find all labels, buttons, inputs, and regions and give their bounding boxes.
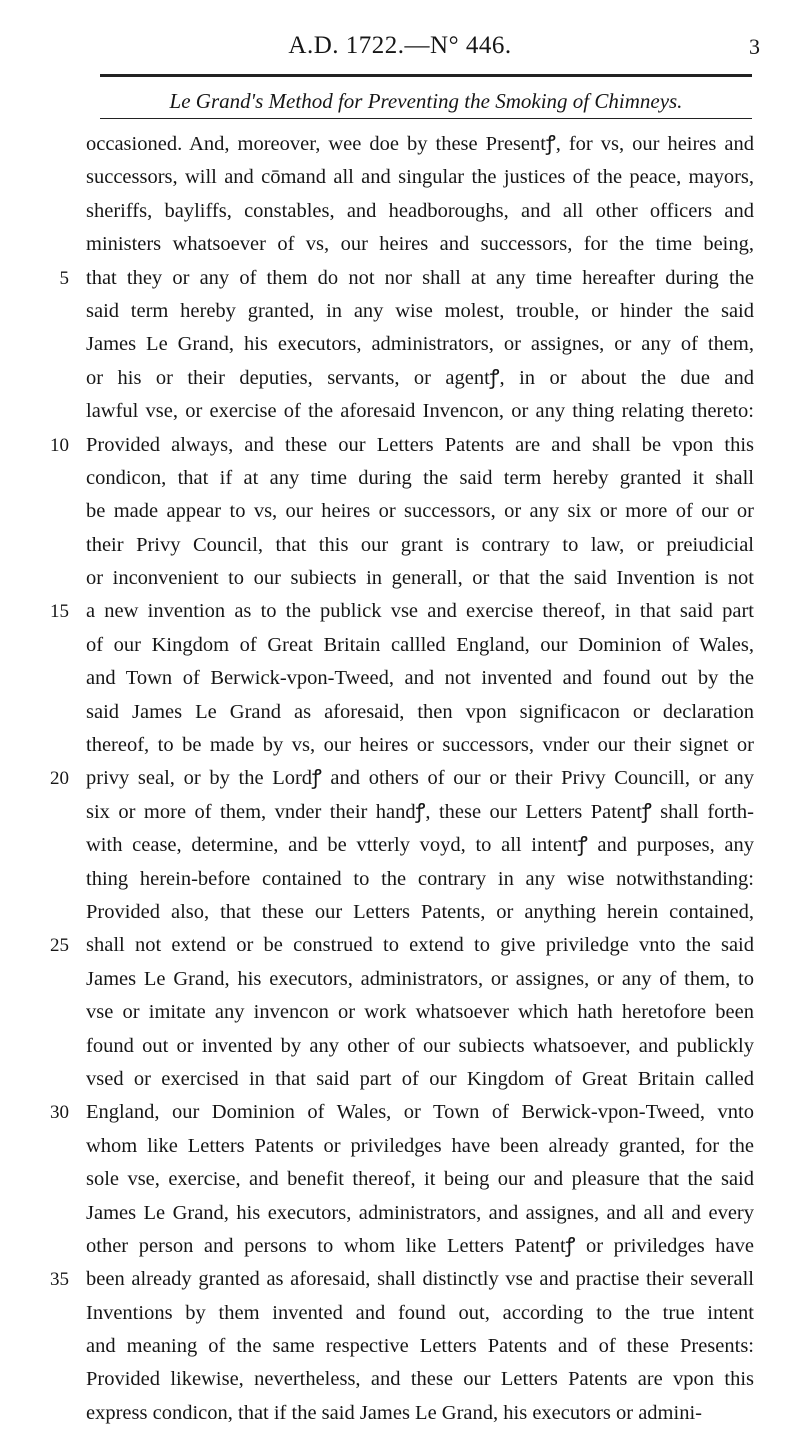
- line-text: lawful vse, or exercise of the aforesaid Invencon, or any thing relating thereto:: [86, 400, 754, 423]
- line-text: said James Le Grand as aforesaid, then vpon significacon or declaration: [86, 700, 754, 723]
- text-line: [86, 1030, 754, 1063]
- line-text: found out or invented by any other of our subiects whatsoever, and publickly: [86, 1034, 754, 1057]
- text-line: [86, 1197, 754, 1230]
- text-line: [86, 963, 754, 996]
- line-text: of our Kingdom of Great Britain callled England, our Dominion of Wales,: [86, 633, 754, 656]
- line-text: sole vse, exercise, and benefit thereof, it being our and pleasure that the said: [86, 1168, 754, 1191]
- line-text: Inventions by them invented and found out, according to the true intent: [86, 1301, 754, 1324]
- line-text: six or more of them, vnder their handꝭ, these our Letters Patentꝭ shall forth-: [86, 800, 754, 823]
- text-line: [86, 362, 754, 395]
- line-number: 20: [50, 768, 69, 790]
- text-line: [86, 696, 754, 729]
- text-line: [86, 128, 754, 161]
- line-text: or inconvenient to our subiects in generall, or that the said Invention is not: [86, 567, 754, 590]
- text-line: [86, 295, 754, 328]
- text-line: [50, 1263, 754, 1296]
- line-text: said term hereby granted, in any wise molest, trouble, or hinder the said: [86, 299, 754, 322]
- line-text: a new invention as to the publick vse and exercise thereof, in that said part: [86, 600, 754, 623]
- line-text: vsed or exercised in that said part of our Kingdom of Great Britain called: [86, 1067, 754, 1090]
- line-text: successors, will and cōmand all and singular the justices of the peace, mayors,: [86, 166, 754, 189]
- line-number: 25: [50, 935, 69, 957]
- text-line: [86, 796, 754, 829]
- text-line: [50, 1096, 754, 1129]
- line-text: ministers whatsoever of vs, our heires and successors, for the time being,: [86, 233, 754, 256]
- line-text: James Le Grand, his executors, administrators, and assignes, and all and every: [86, 1201, 754, 1224]
- line-text: condicon, that if at any time during the said term hereby granted it shall: [86, 466, 754, 489]
- text-line: [86, 328, 754, 361]
- text-line: [50, 762, 754, 795]
- line-number: 35: [50, 1269, 69, 1291]
- page-number: 3: [749, 34, 760, 59]
- text-line: [86, 395, 754, 428]
- line-text: been already granted as aforesaid, shall distinctly vse and practise their severall: [86, 1268, 754, 1291]
- text-line: [86, 1297, 754, 1330]
- line-text: and Town of Berwick-vpon-Tweed, and not invented and found out by the: [86, 667, 754, 690]
- page-title: A.D. 1722.—N° 446.: [288, 32, 512, 59]
- line-text: shall not extend or be construed to extend to give priviledge vnto the said: [86, 934, 754, 957]
- text-line: [86, 662, 754, 695]
- line-text: or his or their deputies, servants, or agentꝭ, in or about the due and: [86, 366, 754, 389]
- line-text: James Le Grand, his executors, administrators, or assignes, or any of them, to: [86, 967, 754, 990]
- document-subtitle: Le Grand's Method for Preventing the Smoking of Chimneys.: [169, 89, 683, 113]
- text-line: [50, 929, 754, 962]
- text-line: [86, 562, 754, 595]
- line-text: England, our Dominion of Wales, or Town of Berwick-vpon-Tweed, vnto: [86, 1101, 754, 1124]
- text-line: [86, 195, 754, 228]
- text-line: [86, 629, 754, 662]
- line-text: Provided likewise, nevertheless, and these our Letters Patents are vpon this: [86, 1368, 754, 1391]
- line-text: Provided also, that these our Letters Patents, or anything herein contained,: [86, 900, 754, 923]
- line-text: thing herein-before contained to the contrary in any wise notwithstanding:: [86, 867, 754, 890]
- body-text: [50, 128, 754, 1430]
- text-line: [86, 161, 754, 194]
- text-line: [86, 729, 754, 762]
- line-text: their Privy Council, that this our grant is contrary to law, or preiudicial: [86, 533, 754, 556]
- line-number: 30: [50, 1102, 69, 1124]
- text-line: [86, 462, 754, 495]
- text-line: [86, 863, 754, 896]
- line-text: express condicon, that if the said James Le Grand, his executors or admini-: [86, 1401, 702, 1424]
- line-number: 10: [50, 434, 69, 456]
- line-text: occasioned. And, moreover, wee doe by these Presentꝭ, for vs, our heires and: [86, 133, 754, 155]
- text-line: [86, 829, 754, 862]
- header-rule-bottom: [100, 118, 752, 119]
- text-line: [86, 1363, 754, 1396]
- line-text: other person and persons to whom like Letters Patentꝭ or priviledges have: [86, 1234, 754, 1257]
- line-text: with cease, determine, and be vtterly voyd, to all intentꝭ and purposes, any: [86, 834, 754, 857]
- text-line: [50, 595, 754, 628]
- page-header: [0, 30, 800, 66]
- line-text: be made appear to vs, our heires or successors, or any six or more of our or: [86, 500, 754, 523]
- line-number: 5: [59, 267, 69, 289]
- text-line: [86, 1330, 754, 1363]
- line-number: 15: [50, 601, 69, 623]
- line-text: whom like Letters Patents or priviledges have been already granted, for the: [86, 1134, 754, 1157]
- line-text: vse or imitate any invencon or work whatsoever which hath heretofore been: [86, 1001, 754, 1024]
- line-text: privy seal, or by the Lordꝭ and others of our or their Privy Councill, or any: [86, 767, 754, 790]
- text-line: [86, 1397, 754, 1430]
- line-text: sheriffs, bayliffs, constables, and headboroughs, and all other officers and: [86, 199, 754, 222]
- text-line: [86, 1063, 754, 1096]
- text-line: [86, 228, 754, 261]
- line-text: thereof, to be made by vs, our heires or successors, vnder our their signet or: [86, 734, 754, 757]
- text-line: [50, 429, 754, 462]
- text-line: [86, 1163, 754, 1196]
- line-text: that they or any of them do not nor shall at any time hereafter during the: [86, 266, 754, 289]
- text-line: [86, 495, 754, 528]
- text-line: [59, 262, 754, 295]
- header-rule-top: [100, 74, 752, 77]
- text-line: [86, 996, 754, 1029]
- text-line: [86, 896, 754, 929]
- text-line: [86, 529, 754, 562]
- text-line: [86, 1130, 754, 1163]
- line-text: James Le Grand, his executors, administrators, or assignes, or any of them,: [86, 333, 754, 356]
- line-text: and meaning of the same respective Letters Patents and of these Presents:: [86, 1335, 754, 1358]
- line-text: Provided always, and these our Letters Patents are and shall be vpon this: [86, 433, 754, 456]
- text-line: [86, 1230, 754, 1263]
